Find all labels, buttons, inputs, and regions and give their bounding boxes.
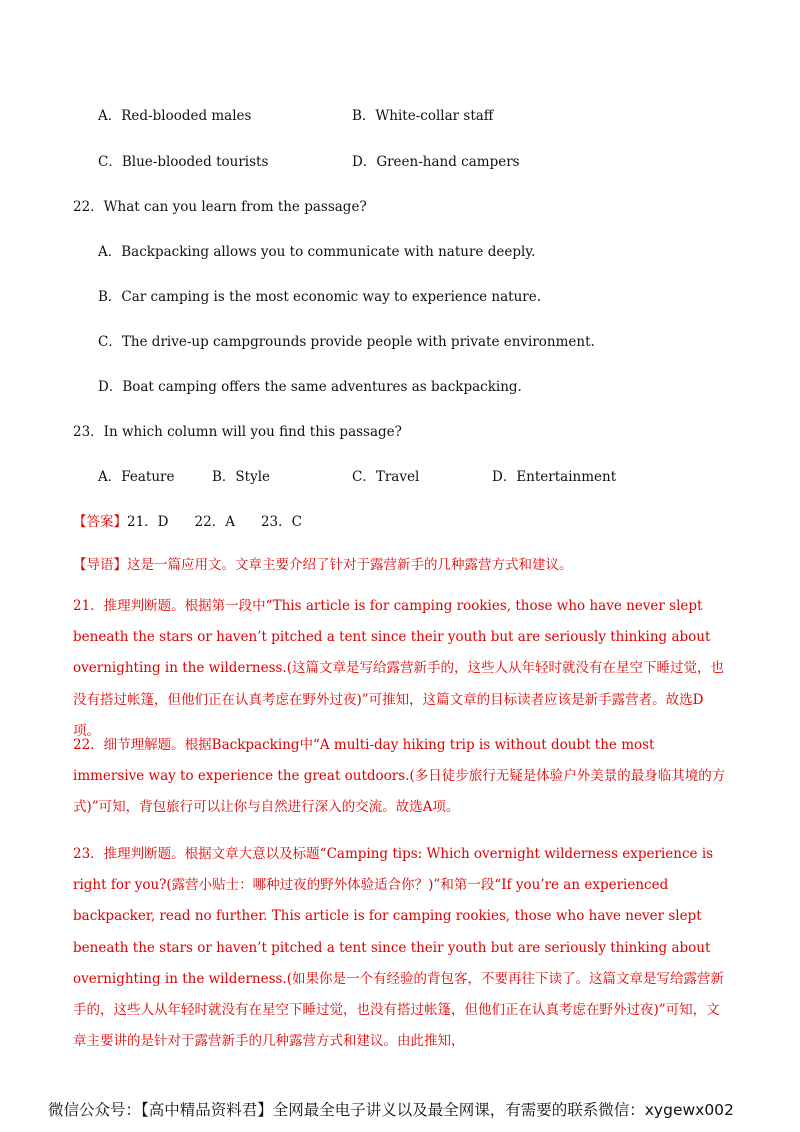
q22-option-b: B．Car camping is the most economic way to experience nature.: [98, 289, 542, 305]
q22-option-c: C．The drive-up campgrounds provide people with private environment.: [98, 334, 595, 350]
answer-tag: 【答案】: [73, 514, 127, 530]
answer-line: [73, 510, 302, 530]
guide-text: 这是一篇应用文。文章主要介绍了针对于露营新手的几种露营方式和建议。: [127, 557, 573, 573]
q23-option-b: B．Style: [212, 469, 271, 485]
q23-option-a: A．Feature: [98, 469, 175, 485]
answer-23: 23．C: [260, 514, 302, 530]
q21-option-a: A．Red-blooded males: [98, 108, 252, 124]
q23-option-c: C．Travel: [352, 469, 420, 485]
footer-watermark: 微信公众号：【高中精品资料君】全网最全电子讲义以及最全网课，有需要的联系微信：xygewx002: [48, 1101, 734, 1119]
q22-stem: 22．What can you learn from the passage?: [73, 199, 367, 215]
q22-option-d: D．Boat camping offers the same adventures as backpacking.: [98, 379, 522, 395]
analysis-22: 22．细节理解题。根据Backpacking中“A multi-day hiking trip is without doubt the most immersive way to experience the great outdoors.(多日徒步旅行无疑是体验户外美景的最身临其境的方式)”可知，背包旅行可以让你与自然进行深入的交流。故选A项。: [73, 737, 726, 816]
analysis-21: 21．推理判断题。根据第一段中“This article is for camping rookies, those who have never slept beneath the stars or haven’t pitched a tent since their youth but are seriously thinking about overnighting in the wilderness.(这篇文章是写给露营新手的，这些人从年轻时就没有在星空下睡过觉，也没有搭过帐篷，但他们正在认真考虑在野外过夜)”可推知，这篇文章的目标读者应该是新手露营者。故选D项。: [73, 598, 724, 739]
answer-21: 21．D: [127, 514, 169, 530]
q21-option-b: B．White-collar staff: [352, 108, 494, 124]
q23-stem: 23．In which column will you find this passage?: [73, 424, 402, 440]
q21-option-c: C．Blue-blooded tourists: [98, 154, 269, 170]
q23-option-d: D．Entertainment: [492, 469, 617, 485]
answer-22: 22．A: [194, 514, 235, 530]
guide-tag: 【导语】: [73, 557, 127, 573]
q22-option-a: A．Backpacking allows you to communicate with nature deeply.: [98, 244, 536, 260]
q21-option-d: D．Green-hand campers: [352, 154, 520, 170]
analysis-23: 23．推理判断题。根据文章大意以及标题“Camping tips: Which overnight wilderness experience is right for you?(露营小贴士：哪种过夜的野外体验适合你？)”和第一段“If you’re an experienced backpacker, read no further. This article is for camping rookies, those who have never slept beneath the stars or haven’t pitched a tent since their youth but are seriously thinking about overnighting in the wilderness.(如果你是一个有经验的背包客，不要再往下读了。这篇文章是写给露营新手的，这些人从年轻时就没有在星空下睡过觉，也没有搭过帐篷，但他们正在认真考虑在野外过夜)”可知，文章主要讲的是针对于露营新手的几种露营方式和建议。由此推知，: [73, 846, 724, 1050]
guide-line: [73, 553, 573, 573]
